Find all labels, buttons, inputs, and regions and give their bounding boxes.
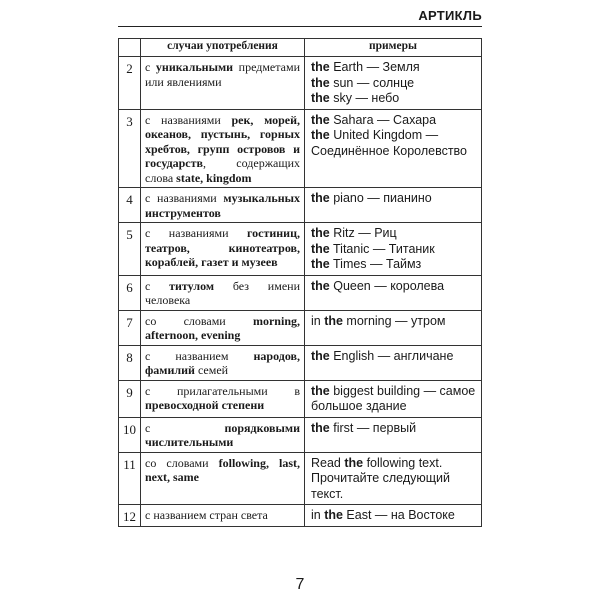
text-run: с (145, 420, 225, 435)
table-row (119, 310, 482, 345)
examples-cell (305, 452, 482, 505)
column-header-examples: примеры (305, 39, 482, 57)
text-run: biggest building — самое большое здание (311, 383, 476, 413)
text-run: с названиями (145, 226, 247, 240)
bold-text: the (311, 257, 330, 271)
text-run: Sahara — Сахара (329, 112, 437, 127)
text-run: с (145, 278, 170, 293)
row-number: 6 (119, 275, 141, 310)
row-number: 4 (119, 188, 141, 223)
row-number: 7 (119, 310, 141, 345)
usage-cell (141, 417, 305, 452)
text-run: Times — Таймз (329, 257, 422, 271)
table-row (119, 345, 482, 380)
examples-cell (305, 275, 482, 310)
text-run: с названиями (145, 191, 224, 205)
text-run: in (311, 313, 325, 328)
table-row (119, 57, 482, 110)
example-line (311, 60, 476, 76)
example-line (311, 91, 476, 107)
usage-cell (141, 57, 305, 110)
text-run: без имени человека (145, 278, 300, 307)
bold-text: the (311, 348, 330, 363)
text-run: morning — утром (342, 313, 446, 328)
row-number: 12 (119, 505, 141, 527)
usage-cell (141, 452, 305, 505)
example-line (311, 508, 476, 524)
text-run: in (311, 508, 325, 522)
text-run: со словами (145, 313, 253, 328)
column-header-number (119, 39, 141, 57)
text-run: с названиями (145, 112, 232, 127)
table-row (119, 452, 482, 505)
example-line (311, 314, 476, 330)
table-row (119, 417, 482, 452)
table-row (119, 188, 482, 223)
bold-text: народов, фамилий (145, 348, 300, 377)
example-line (311, 257, 476, 273)
table-row (119, 275, 482, 310)
example-line (311, 76, 476, 92)
text-run: following text. Прочитайте следующий текст. (311, 455, 451, 501)
bold-text: the (311, 112, 330, 127)
examples-cell (305, 109, 482, 188)
example-line (311, 191, 476, 207)
bold-text: гостиниц, театров, кинотеатров, кораблей, газет и музеев (145, 226, 300, 269)
table-header-row (119, 39, 482, 57)
text-run: East — на Востоке (342, 508, 455, 522)
row-number: 11 (119, 452, 141, 505)
text-run: с названием стран света (145, 508, 268, 522)
usage-cell (141, 345, 305, 380)
text-run: piano — пианино (329, 191, 432, 205)
row-number: 3 (119, 109, 141, 188)
examples-cell (305, 310, 482, 345)
text-run: sun — солнце (329, 75, 415, 90)
example-line (311, 349, 476, 365)
example-line (311, 242, 476, 258)
example-line (311, 113, 476, 129)
column-header-usage: случаи употребления (141, 39, 305, 57)
bold-text: the (311, 278, 330, 293)
examples-cell (305, 57, 482, 110)
text-run: семей (194, 363, 229, 377)
usage-cell (141, 505, 305, 527)
examples-cell (305, 380, 482, 417)
text-run: Queen — королева (329, 278, 445, 293)
header-divider (118, 26, 482, 27)
usage-cell (141, 188, 305, 223)
text-run: Earth — Земля (329, 60, 420, 74)
row-number: 2 (119, 57, 141, 110)
example-line (311, 384, 476, 415)
examples-cell (305, 223, 482, 276)
table-row (119, 380, 482, 417)
bold-text: the (324, 313, 343, 328)
table-body (119, 57, 482, 527)
bold-text: титулом (169, 278, 215, 293)
row-number: 5 (119, 223, 141, 276)
text-run: с названием (145, 348, 254, 363)
text-run: English — англичане (329, 348, 454, 363)
section-title: АРТИКЛЬ (418, 8, 482, 23)
examples-cell (305, 345, 482, 380)
bold-text: the (311, 383, 330, 398)
article-usage-table (118, 38, 482, 527)
table-row (119, 109, 482, 188)
usage-cell (141, 310, 305, 345)
text-run: Titanic — Титаник (329, 241, 435, 256)
usage-cell (141, 223, 305, 276)
examples-cell (305, 505, 482, 527)
bold-text: the (311, 420, 330, 435)
text-run: first — первый (329, 420, 417, 435)
bold-text: following, last, next, same (145, 455, 300, 484)
bold-text: the (324, 508, 343, 522)
bold-text: превосходной степени (145, 398, 265, 412)
example-line (311, 128, 476, 159)
bold-text: the (311, 128, 330, 142)
bold-text: the (311, 191, 330, 205)
usage-cell (141, 380, 305, 417)
bold-text: the (311, 91, 330, 105)
example-line (311, 421, 476, 437)
text-run: со словами (145, 455, 219, 470)
text-run: United Kingdom — Соединённое Королевство (311, 128, 468, 158)
bold-text: рек, морей, океанов, пустынь, горных хребтов, групп островов и государств (145, 112, 301, 170)
bold-text: the (311, 60, 330, 74)
text-run: Read (311, 455, 345, 470)
text-run: , содержащих слова (145, 156, 300, 185)
table-row (119, 505, 482, 527)
bold-text: state, kingdom (176, 170, 252, 185)
bold-text: morning, afternoon, evening (145, 313, 300, 342)
bold-text: порядковыми числительными (145, 420, 300, 449)
examples-cell (305, 417, 482, 452)
text-run: Ritz — Риц (329, 226, 397, 240)
example-line (311, 456, 476, 503)
text-run: предметами или явлениями (145, 60, 300, 89)
bold-text: the (311, 75, 330, 90)
bold-text: уникальными (155, 60, 234, 74)
page-number: 7 (295, 576, 305, 593)
text-run: с (145, 60, 156, 74)
row-number: 8 (119, 345, 141, 380)
bold-text: the (311, 226, 330, 240)
row-number: 10 (119, 417, 141, 452)
usage-cell (141, 109, 305, 188)
bold-text: the (344, 455, 364, 470)
examples-cell (305, 188, 482, 223)
bold-text: музыкальных инструментов (145, 191, 300, 220)
row-number: 9 (119, 380, 141, 417)
table-row (119, 223, 482, 276)
bold-text: the (311, 241, 330, 256)
example-line (311, 226, 476, 242)
text-run: sky — небо (329, 91, 400, 105)
text-run: с прилагательными в (145, 383, 300, 398)
usage-cell (141, 275, 305, 310)
example-line (311, 279, 476, 295)
